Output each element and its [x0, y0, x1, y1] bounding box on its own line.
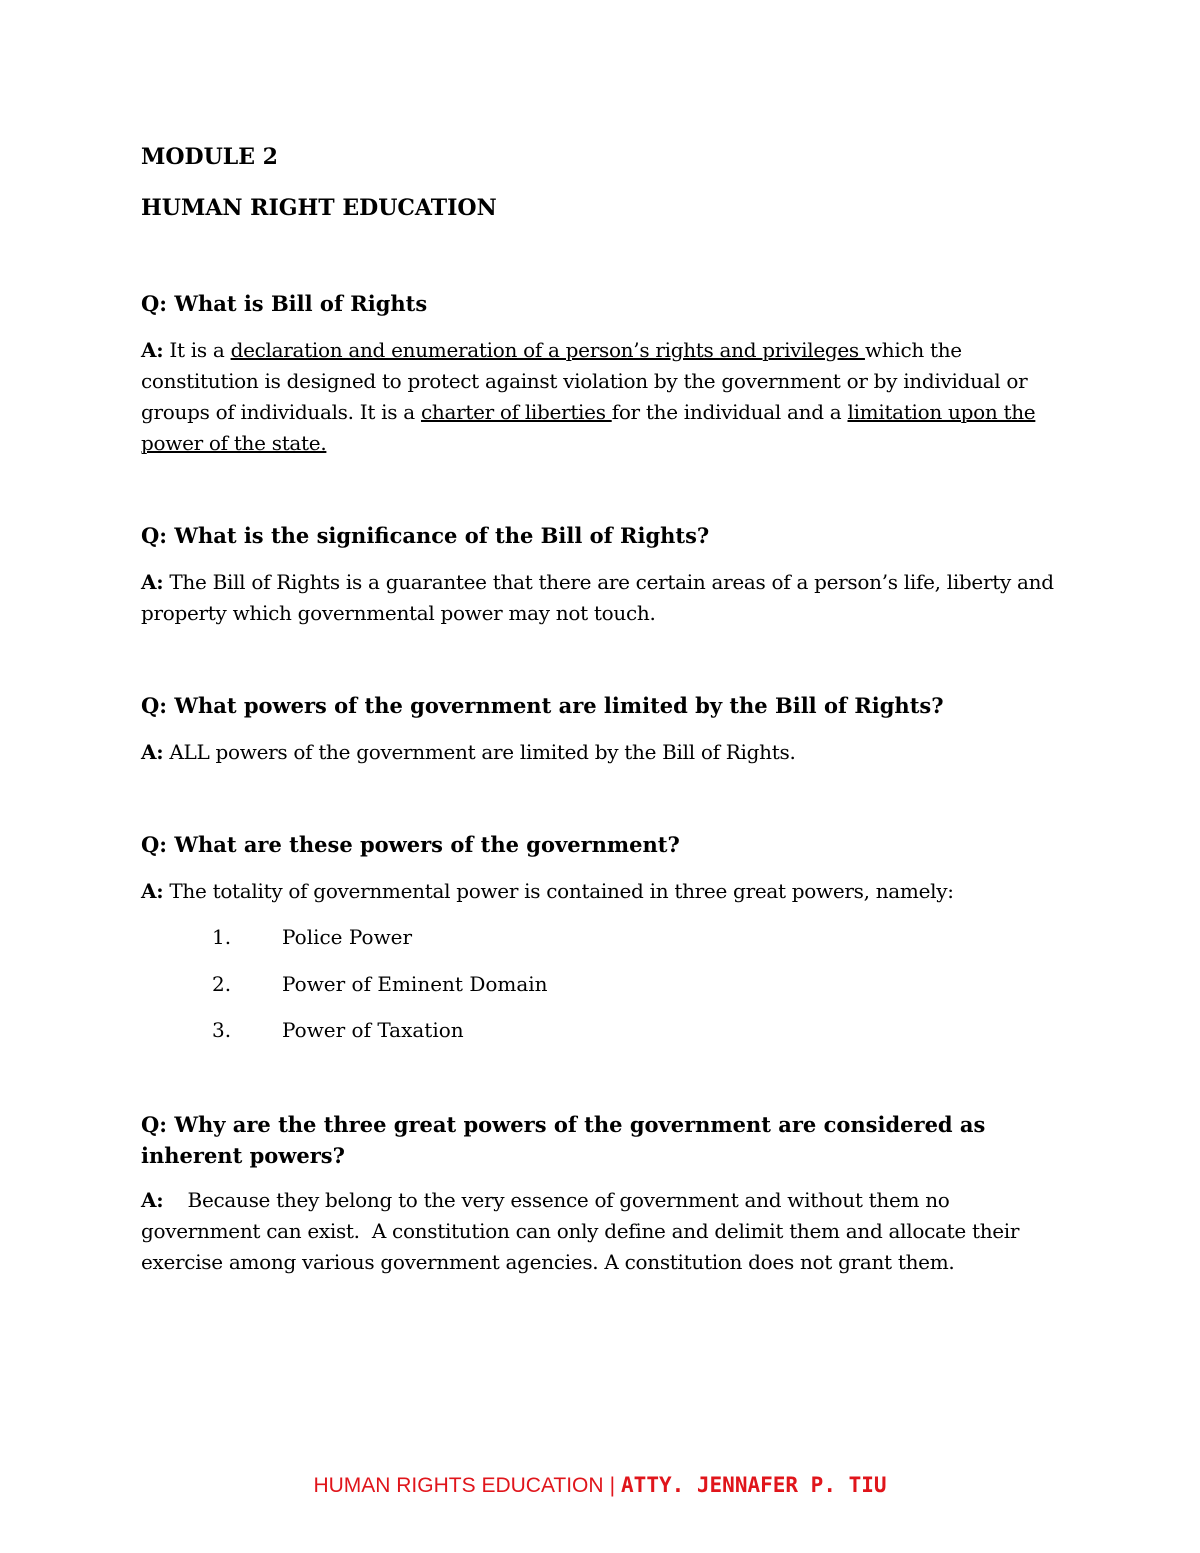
- question-1: [141, 288, 1061, 319]
- underlined-term: declaration and enumeration of a person’s rights and privileges: [230, 338, 865, 362]
- list-number: 2.: [212, 972, 232, 996]
- answer-5: [141, 1185, 1061, 1278]
- underlined-term: limitation upon the power of the state.: [141, 400, 1036, 455]
- list-text: Power of Taxation: [282, 1018, 464, 1042]
- question-text: Q: What are these powers of the government?: [141, 832, 680, 857]
- question-4: [141, 829, 1061, 860]
- answer-label: A:: [141, 570, 164, 594]
- answer-label: A:: [141, 338, 164, 362]
- page-title: HUMAN RIGHT EDUCATION: [141, 195, 497, 221]
- question-2: [141, 520, 1061, 551]
- question-text: Q: Why are the three great powers of the government are considered as inherent powers?: [141, 1112, 986, 1168]
- answer-label: A:: [141, 1188, 164, 1212]
- list-item: [212, 1015, 464, 1046]
- title-heading: [141, 193, 1061, 224]
- question-3: [141, 690, 1061, 721]
- answer-2: [141, 567, 1061, 629]
- footer-course: HUMAN RIGHTS EDUCATION: [313, 1474, 604, 1497]
- question-5: [141, 1109, 1061, 1171]
- answer-label: A:: [141, 740, 164, 764]
- list-text: Power of Eminent Domain: [282, 972, 548, 996]
- answer-1: [141, 335, 1061, 459]
- question-text: Q: What powers of the government are limited by the Bill of Rights?: [141, 693, 944, 718]
- footer-author: ATTY. JENNAFER P. TIU: [621, 1473, 887, 1497]
- question-text: Q: What is Bill of Rights: [141, 291, 428, 316]
- question-text: Q: What is the significance of the Bill of Rights?: [141, 523, 710, 548]
- answer-label: A:: [141, 879, 164, 903]
- module-number: MODULE 2: [141, 144, 278, 170]
- underlined-term: charter of liberties: [420, 400, 612, 424]
- answer-text: A: The totality of governmental power is contained in three great powers, namely:: [141, 879, 954, 903]
- module-heading: [141, 142, 1061, 173]
- list-text: Police Power: [282, 925, 413, 949]
- answer-4: [141, 876, 1061, 907]
- answer-text: A: ALL powers of the government are limited by the Bill of Rights.: [141, 740, 796, 764]
- list-item: [212, 969, 548, 1000]
- answer-text: A: Because they belong to the very essence of government and without them no government can exist. A constitution can only define and delimit them and allocate their exercise among various government agencies. A constitution does not grant them.: [141, 1188, 1026, 1274]
- page-footer: [0, 1470, 1200, 1501]
- answer-text: A: It is a declaration and enumeration of a person’s rights and privileges which the constitution is designed to protect against violation by the government or by individual or groups of individuals. It is a charter of liberties for the individual and a limitation upon the power of the state.: [141, 338, 1036, 455]
- list-item: [212, 922, 412, 953]
- list-number: 1.: [212, 925, 232, 949]
- answer-text: A: The Bill of Rights is a guarantee that there are certain areas of a person’s life, liberty and property which governmental power may not touch.: [141, 570, 1054, 625]
- list-number: 3.: [212, 1018, 232, 1042]
- footer-separator: |: [609, 1474, 616, 1497]
- answer-3: [141, 737, 1061, 768]
